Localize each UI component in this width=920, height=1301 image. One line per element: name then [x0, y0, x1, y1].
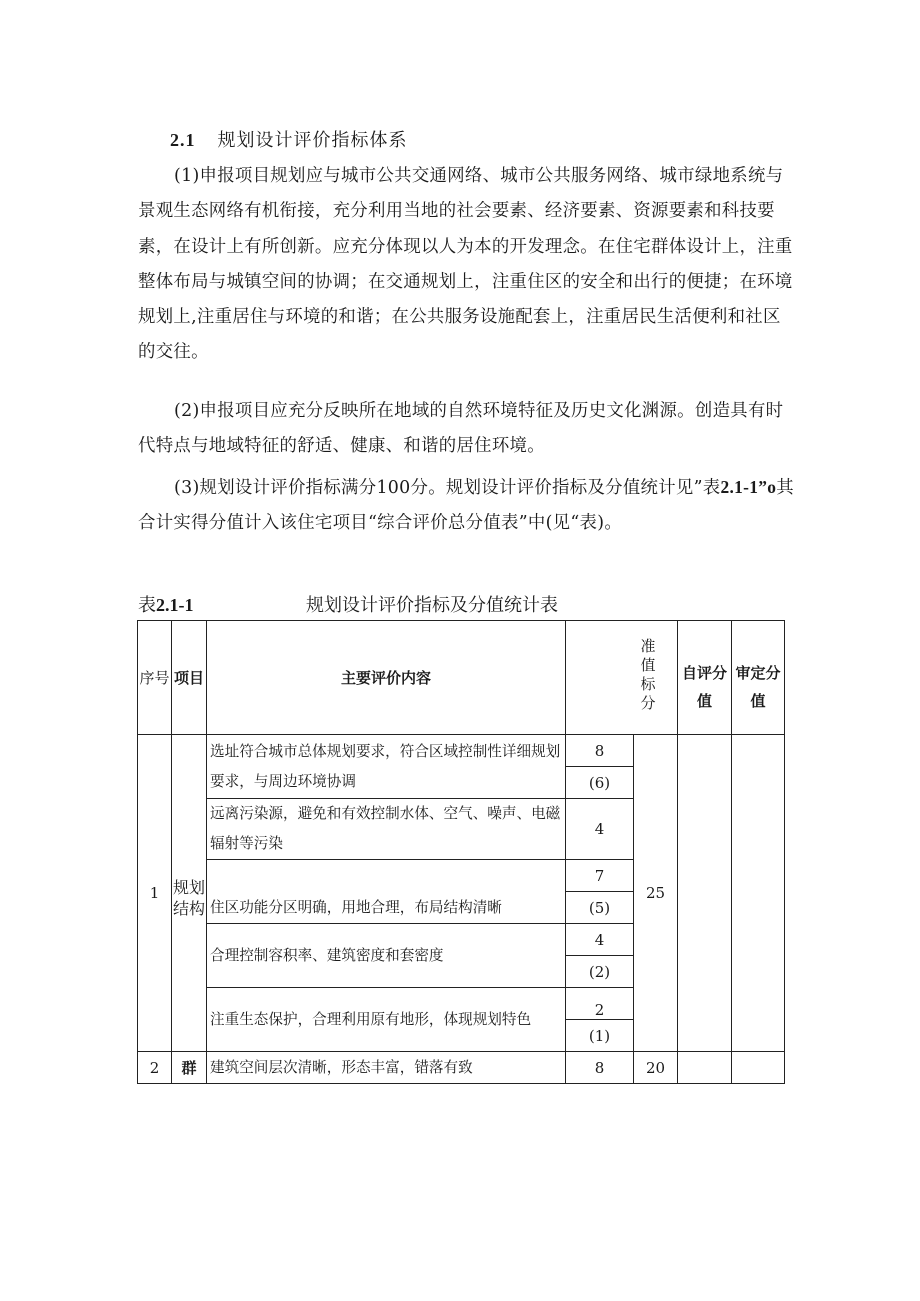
- group-1-total: 25: [634, 735, 678, 1052]
- header-self-score: 自评分值: [678, 621, 732, 735]
- table-caption-label: 表: [138, 595, 156, 616]
- score-table: [137, 620, 785, 1084]
- row-3-sub-score: (5): [566, 892, 634, 924]
- group-1-review-score[interactable]: [732, 735, 785, 1052]
- table-caption: [138, 591, 558, 617]
- table-caption-title: 规划设计评价指标及分值统计表: [306, 595, 558, 616]
- row-3-content: 住区功能分区明确，用地合理，布局结构清晰: [207, 860, 566, 924]
- paragraph-3-table-ref: 2.1-1”o: [720, 477, 777, 497]
- paragraph-3-text-b: 其合计实得分值计入该住宅项目“综合评价总分值表”中(见“表)。: [138, 478, 794, 534]
- table-row: [138, 735, 785, 767]
- group-2-self-score[interactable]: [678, 1052, 732, 1084]
- row-5-sub-score: (1): [566, 1020, 634, 1052]
- row-1-sub-score: (6): [566, 767, 634, 799]
- header-item: 项目: [172, 621, 207, 735]
- header-content: 主要评价内容: [207, 621, 566, 735]
- row-1-score: 8: [566, 735, 634, 767]
- table-caption-number: 2.1-1: [156, 595, 194, 615]
- header-standard: [566, 621, 678, 735]
- header-seq: 序号: [138, 621, 172, 735]
- group-1-seq: 1: [138, 735, 172, 1052]
- group-2-row-1-score: 8: [566, 1052, 634, 1084]
- header-standard-label: 准值标分: [640, 637, 656, 712]
- table-row: [138, 1052, 785, 1084]
- table-header-row: [138, 621, 785, 735]
- row-2-score: 4: [566, 799, 634, 860]
- row-5-content: 注重生态保护，合理利用原有地形，体现规划特色: [207, 988, 566, 1052]
- row-4-sub-score: (2): [566, 956, 634, 988]
- group-2-item: 群: [172, 1052, 207, 1084]
- row-2-content: 远离污染源，避免和有效控制水体、空气、噪声、电磁辐射等污染: [207, 799, 566, 860]
- paragraph-2: (2)申报项目应充分反映所在地域的自然环境特征及历史文化渊源。创造具有时代特点与地域特征的舒适、健康、和谐的居住环境。: [138, 401, 784, 457]
- group-1-item: 规划结构: [172, 735, 207, 1052]
- row-5-score: 2: [566, 988, 634, 1020]
- group-1-self-score[interactable]: [678, 735, 732, 1052]
- group-2-seq: 2: [138, 1052, 172, 1084]
- section-title: 规划设计评价指标体系: [217, 130, 408, 151]
- paragraph-3: [138, 470, 798, 542]
- section-heading: [170, 126, 408, 152]
- group-2-review-score[interactable]: [732, 1052, 785, 1084]
- paragraph-1: (1)申报项目规划应与城市公共交通网络、城市公共服务网络、城市绿地系统与景观生态网络有机衔接，充分利用当地的社会要素、经济要素、资源要素和科技要素，在设计上有所创新。应充分体现以人为本的开发理念。在住宅群体设计上，注重整体布局与城镇空间的协调；在交通规划上，注重住区的安全和出行的便捷；在环境规划上,注重居住与环境的和谐；在公共服务设施配套上，注重居民生活便利和社区的交往。: [138, 166, 793, 363]
- row-1-content: 选址符合城市总体规划要求，符合区域控制性详细规划要求，与周边环境协调: [207, 735, 566, 799]
- row-3-score: 7: [566, 860, 634, 892]
- row-4-score: 4: [566, 924, 634, 956]
- section-number: 2.1: [170, 130, 196, 150]
- row-4-content: 合理控制容积率、建筑密度和套密度: [207, 924, 566, 988]
- group-2-row-1-content: 建筑空间层次清晰，形态丰富，错落有致: [207, 1052, 566, 1084]
- paragraph-3-text-a: (3)规划设计评价指标满分100分。规划设计评价指标及分值统计见”表: [174, 478, 721, 498]
- header-review-score: 审定分值: [732, 621, 785, 735]
- group-2-total: 20: [634, 1052, 678, 1084]
